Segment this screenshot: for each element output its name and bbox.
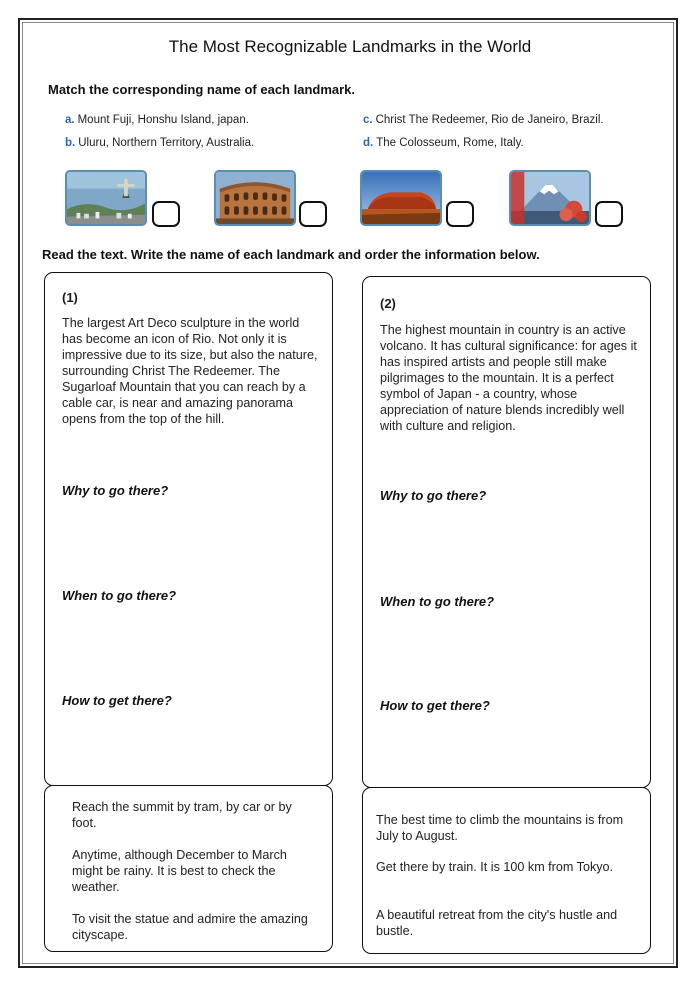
answer-box-4[interactable] <box>595 201 623 227</box>
option-text: Uluru, Northern Territory, Australia. <box>78 137 255 149</box>
answer-box-2[interactable] <box>299 201 327 227</box>
question-why: Why to go there? <box>380 488 487 503</box>
question-how: How to get there? <box>62 693 172 708</box>
mount-fuji-photo <box>509 170 591 226</box>
card-paragraph: The highest mountain in country is an active volcano. It has cultural significance: for ages it has inspired artists and people still make pilgrimages to the mountain. It is a perfect symbol of Japan - a country, whose appreciation of nature blends incredibly well with culture and religion. <box>380 323 637 433</box>
question-when: When to go there? <box>62 588 177 603</box>
card-number: (1) <box>62 290 78 305</box>
option-letter: a. <box>65 114 75 126</box>
question-why: Why to go there? <box>62 483 169 498</box>
christ-redeemer-photo <box>65 170 147 226</box>
match-instruction: Match the corresponding name of each landmark. <box>48 82 356 97</box>
question-when: When to go there? <box>380 594 495 609</box>
answer-box-1[interactable] <box>152 201 180 227</box>
card-number: (2) <box>380 296 396 311</box>
option-text: The Colosseum, Rome, Italy. <box>376 137 524 149</box>
option-letter: d. <box>363 137 374 149</box>
option-a <box>65 114 249 126</box>
info-item: To visit the statue and admire the amazing cityscape. <box>72 912 308 942</box>
info-item: Anytime, although December to March might be rainy. It is best to check the weather. <box>72 848 287 894</box>
option-text: Christ The Redeemer, Rio de Janeiro, Brazil. <box>375 114 604 126</box>
colosseum-photo <box>214 170 296 226</box>
card-paragraph: The largest Art Deco sculpture in the world has become an icon of Rio. Not only it is impressive due to its size, but also the nature, surrounding Christ The Redeemer. The Sugarloaf Mountain that you can reach by a cable car, is near and amazing panorama opens from the top of the hill. <box>62 316 318 426</box>
info-item: Get there by train. It is 100 km from Tokyo. <box>376 860 614 874</box>
option-letter: c. <box>363 114 373 126</box>
answer-box-3[interactable] <box>446 201 474 227</box>
option-d <box>363 137 524 149</box>
option-c <box>363 114 604 126</box>
option-b <box>65 137 254 149</box>
question-how: How to get there? <box>380 698 490 713</box>
uluru-photo <box>360 170 442 226</box>
worksheet-title: The Most Recognizable Landmarks in the World <box>168 37 532 56</box>
read-instruction: Read the text. Write the name of each landmark and order the information below. <box>42 247 540 262</box>
option-letter: b. <box>65 137 76 149</box>
option-text: Mount Fuji, Honshu Island, japan. <box>77 114 249 126</box>
info-item: Reach the summit by tram, by car or by foot. <box>72 800 292 830</box>
info-item: A beautiful retreat from the city's hustle and bustle. <box>376 908 618 938</box>
info-item: The best time to climb the mountains is from July to August. <box>376 813 624 843</box>
